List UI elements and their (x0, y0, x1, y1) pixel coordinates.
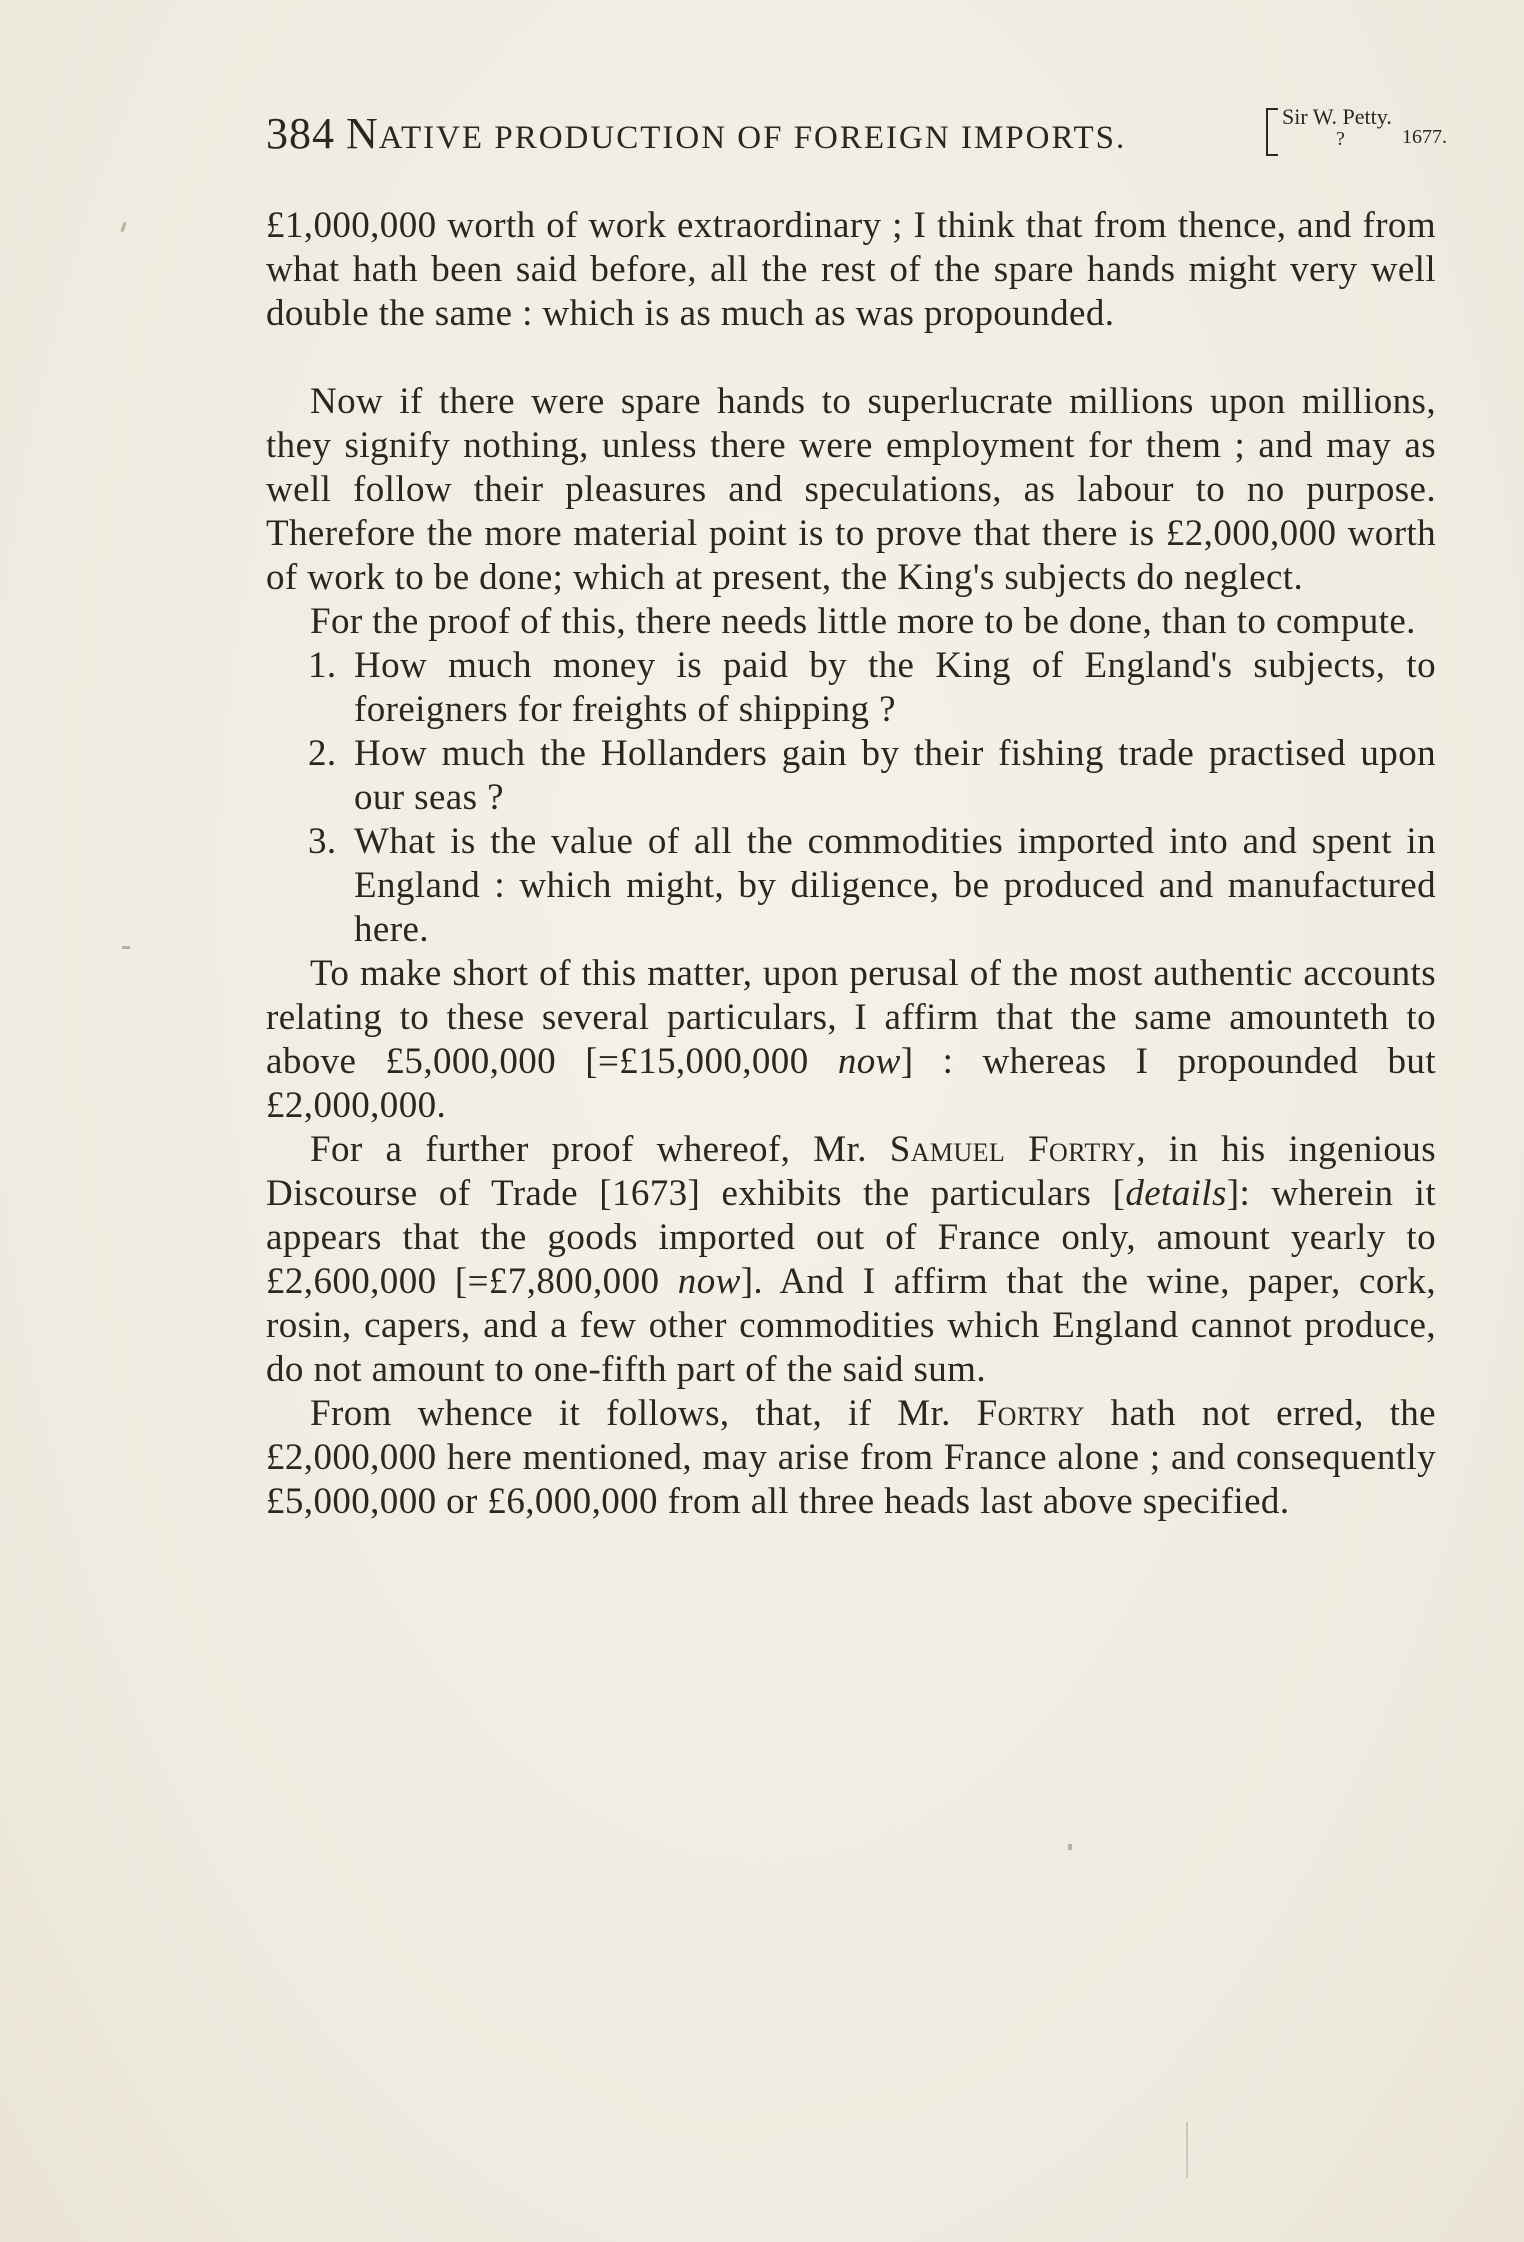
running-title-initial: N (346, 109, 379, 158)
paper-speck (122, 946, 130, 949)
text-run: , in his ingenious Discourse of Trade [1673] exhibits the particulars [ (266, 1129, 1436, 1214)
text-run: ]: wherein it appears that the goods imported out of France only, amount yearly to £2,600,000 [=£7,800,000 (266, 1173, 1437, 1302)
running-header (266, 104, 1447, 164)
paragraph (266, 1392, 1436, 1524)
list-item (266, 644, 1436, 732)
text-run: For a further proof whereof, Mr. (310, 1129, 890, 1170)
body-text (266, 204, 1436, 1524)
paragraph (266, 1128, 1436, 1392)
list-item-text: What is the value of all the commodities imported into and spent in England : which might, by diligence, be produced and manufactured here. (354, 821, 1436, 950)
italic-note: now (837, 1041, 901, 1082)
list-number: 2. (308, 733, 337, 774)
list-item-text: How much the Hollanders gain by their fishing trade practised upon our seas ? (354, 733, 1436, 818)
text-run: ] : whereas I propounded but £2,000,000. (266, 1041, 1437, 1126)
publication-year: 1677. (1402, 126, 1447, 148)
text-run: ]. And I affirm that the wine, paper, cork, rosin, capers, and a few other commodities which England cannot produce, do not amount to one-fifth part of the said sum. (266, 1261, 1436, 1390)
paper-speck (1186, 2122, 1188, 2178)
paper-speck (1068, 1844, 1072, 1850)
list-number: 3. (308, 821, 337, 862)
list-item-text: How much money is paid by the King of England's subjects, to foreigners for freights of shipping ? (354, 645, 1436, 730)
list-item (266, 820, 1436, 952)
query-mark: ? (1336, 128, 1346, 150)
italic-note: details (1125, 1173, 1227, 1214)
author-date-note (1266, 102, 1456, 162)
text-run: From whence it follows, that, if Mr. (310, 1393, 977, 1434)
numbered-list (266, 644, 1436, 952)
author-name: Sir W. Petty. (1282, 104, 1392, 129)
paragraph: For the proof of this, there needs little more to be done, than to compute. (310, 601, 1416, 642)
page-number: 384 (266, 109, 335, 158)
text-run: hath not erred, the £2,000,000 here mentioned, may arise from France alone ; and consequently £5,000,000 or £6,000,000 from all three heads last above specified. (266, 1393, 1436, 1522)
paper-speck (120, 222, 126, 232)
text-run: To make short of this matter, upon perusal of the most authentic accounts relating to these several particulars, I affirm that the same amounteth to above £5,000,000 [=£15,000,000 (266, 953, 1436, 1082)
paragraph (266, 952, 1436, 1128)
italic-note: now (677, 1261, 741, 1302)
person-name: Samuel Fortry (889, 1129, 1137, 1170)
running-title: ATIVE PRODUCTION OF FOREIGN IMPORTS. (378, 120, 1127, 156)
list-item (266, 732, 1436, 820)
bracket-mark (1266, 108, 1278, 156)
list-number: 1. (308, 645, 337, 686)
paragraph: £1,000,000 worth of work extraordinary ; I think that from thence, and from what hath been said before, all the rest of the spare hands might very well double the same : which is as much as was propounded. (266, 205, 1436, 334)
paragraph: Now if there were spare hands to superlucrate millions upon millions, they signify nothing, unless there were employment for them ; and may as well follow their pleasures and speculations, as labour to no purpose. Therefore the more material point is to prove that there is £2,000,000 worth of work to be done; which at present, the King's subjects do neglect. (266, 381, 1436, 598)
person-name: Fortry (976, 1393, 1085, 1434)
